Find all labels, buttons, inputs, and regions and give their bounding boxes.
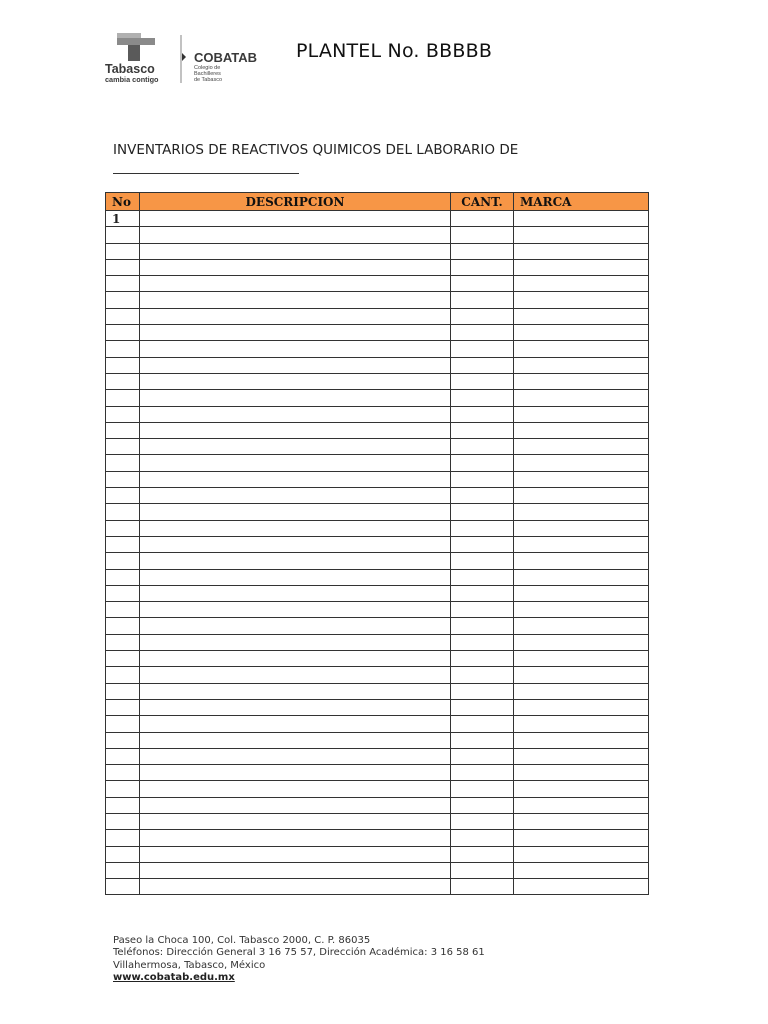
- cell-cant: [451, 765, 514, 781]
- table-row: [106, 862, 649, 878]
- inventory-table-body: [106, 211, 649, 895]
- cell-cant: [451, 602, 514, 618]
- logo-org-line3: de Tabasco: [194, 77, 223, 83]
- cell-descripcion: [140, 683, 451, 699]
- table-row: [106, 520, 649, 536]
- table-row: [106, 879, 649, 895]
- cell-descripcion: [140, 276, 451, 292]
- cell-marca: [514, 227, 649, 243]
- cell-marca: [514, 716, 649, 732]
- cell-descripcion: [140, 390, 451, 406]
- cell-cant: [451, 455, 514, 471]
- cell-cant: [451, 846, 514, 862]
- table-row: [106, 781, 649, 797]
- cell-descripcion: [140, 422, 451, 438]
- cobatab-logo: [104, 33, 274, 85]
- table-header-row: [106, 193, 649, 211]
- cell-descripcion: [140, 651, 451, 667]
- table-row: [106, 373, 649, 389]
- cell-no: [106, 813, 140, 829]
- table-row: [106, 325, 649, 341]
- cell-descripcion: [140, 879, 451, 895]
- cell-no: [106, 716, 140, 732]
- cell-cant: [451, 406, 514, 422]
- table-row: [106, 406, 649, 422]
- table-row: [106, 716, 649, 732]
- column-header-no: No: [106, 193, 140, 211]
- cell-no: [106, 276, 140, 292]
- table-row: [106, 390, 649, 406]
- cell-marca: [514, 862, 649, 878]
- cell-marca: [514, 879, 649, 895]
- logo-org-line2: Bachilleres: [194, 71, 221, 77]
- cell-descripcion: [140, 830, 451, 846]
- table-row: [106, 422, 649, 438]
- cell-no: [106, 634, 140, 650]
- cell-no: [106, 390, 140, 406]
- cell-descripcion: [140, 373, 451, 389]
- cell-cant: [451, 520, 514, 536]
- cell-marca: [514, 308, 649, 324]
- table-row: [106, 830, 649, 846]
- cell-cant: [451, 259, 514, 275]
- cell-marca: [514, 455, 649, 471]
- table-row: [106, 504, 649, 520]
- cell-no: [106, 569, 140, 585]
- cell-marca: [514, 211, 649, 227]
- inventory-table: [105, 192, 649, 895]
- cell-no: [106, 455, 140, 471]
- cell-cant: [451, 879, 514, 895]
- cell-marca: [514, 373, 649, 389]
- document-heading: INVENTARIOS DE REACTIVOS QUIMICOS DEL LABORARIO DE: [113, 142, 519, 158]
- table-row: [106, 243, 649, 259]
- cell-descripcion: [140, 406, 451, 422]
- table-row: [106, 455, 649, 471]
- cell-cant: [451, 667, 514, 683]
- table-row: [106, 341, 649, 357]
- table-row: [106, 488, 649, 504]
- cell-marca: [514, 276, 649, 292]
- cell-marca: [514, 325, 649, 341]
- cell-cant: [451, 211, 514, 227]
- table-row: [106, 471, 649, 487]
- cell-marca: [514, 765, 649, 781]
- cell-no: [106, 879, 140, 895]
- cell-no: [106, 830, 140, 846]
- cell-marca: [514, 748, 649, 764]
- cell-descripcion: [140, 325, 451, 341]
- cell-cant: [451, 471, 514, 487]
- laboratory-blank-line: [113, 173, 299, 174]
- cell-no: [106, 520, 140, 536]
- cell-descripcion: [140, 618, 451, 634]
- cell-descripcion: [140, 862, 451, 878]
- cell-no: [106, 341, 140, 357]
- table-row: [106, 683, 649, 699]
- column-header-cant: CANT.: [451, 193, 514, 211]
- table-row: [106, 259, 649, 275]
- cell-marca: [514, 243, 649, 259]
- cell-cant: [451, 651, 514, 667]
- cell-marca: [514, 830, 649, 846]
- table-row: [106, 634, 649, 650]
- table-row: [106, 651, 649, 667]
- cell-cant: [451, 683, 514, 699]
- column-header-descripcion: DESCRIPCION: [140, 193, 451, 211]
- cell-marca: [514, 813, 649, 829]
- footer-address: Paseo la Choca 100, Col. Tabasco 2000, C. P. 86035: [113, 935, 371, 946]
- cell-marca: [514, 471, 649, 487]
- cell-marca: [514, 634, 649, 650]
- cell-no: [106, 683, 140, 699]
- cell-no: [106, 797, 140, 813]
- cell-cant: [451, 422, 514, 438]
- logo-org-name: COBATAB: [194, 50, 258, 65]
- cell-no: [106, 667, 140, 683]
- cell-descripcion: [140, 699, 451, 715]
- cell-marca: [514, 357, 649, 373]
- cell-marca: [514, 699, 649, 715]
- cell-marca: [514, 439, 649, 455]
- cell-no: [106, 553, 140, 569]
- cell-no: [106, 373, 140, 389]
- cell-cant: [451, 748, 514, 764]
- cell-no: [106, 862, 140, 878]
- cell-no: [106, 488, 140, 504]
- cell-no: [106, 439, 140, 455]
- table-row: [106, 357, 649, 373]
- cell-descripcion: [140, 504, 451, 520]
- cell-descripcion: [140, 259, 451, 275]
- cell-cant: [451, 699, 514, 715]
- table-row: [106, 439, 649, 455]
- cell-marca: [514, 569, 649, 585]
- table-row: [106, 748, 649, 764]
- cell-no: [106, 618, 140, 634]
- cell-no: [106, 471, 140, 487]
- footer: [113, 935, 485, 984]
- cell-no: [106, 308, 140, 324]
- table-row: [106, 813, 649, 829]
- cell-cant: [451, 813, 514, 829]
- cell-marca: [514, 504, 649, 520]
- table-row: [106, 602, 649, 618]
- cell-descripcion: [140, 797, 451, 813]
- cell-descripcion: [140, 341, 451, 357]
- table-row: [106, 699, 649, 715]
- cell-cant: [451, 308, 514, 324]
- cell-marca: [514, 651, 649, 667]
- cell-no: [106, 765, 140, 781]
- logo-state-slogan: cambia contigo: [105, 75, 159, 84]
- cell-marca: [514, 553, 649, 569]
- logo-state-name: Tabasco: [105, 62, 155, 76]
- cell-cant: [451, 341, 514, 357]
- cell-no: [106, 227, 140, 243]
- cell-descripcion: [140, 585, 451, 601]
- cell-descripcion: [140, 748, 451, 764]
- cell-cant: [451, 830, 514, 846]
- cell-no: [106, 422, 140, 438]
- cell-no: [106, 732, 140, 748]
- column-header-marca: MARCA: [514, 193, 649, 211]
- cell-marca: [514, 520, 649, 536]
- cell-cant: [451, 634, 514, 650]
- table-row: [106, 618, 649, 634]
- cell-descripcion: [140, 227, 451, 243]
- tabasco-t-icon: [117, 33, 155, 61]
- cell-marca: [514, 618, 649, 634]
- cell-descripcion: [140, 634, 451, 650]
- cell-descripcion: [140, 846, 451, 862]
- cell-no: [106, 406, 140, 422]
- cell-descripcion: [140, 667, 451, 683]
- cell-no: [106, 536, 140, 552]
- cell-cant: [451, 553, 514, 569]
- cell-no: [106, 699, 140, 715]
- cell-no: [106, 651, 140, 667]
- cell-descripcion: [140, 716, 451, 732]
- cell-descripcion: [140, 781, 451, 797]
- footer-website-link[interactable]: www.cobatab.edu.mx: [113, 971, 235, 983]
- cell-cant: [451, 390, 514, 406]
- cell-marca: [514, 536, 649, 552]
- table-row: [106, 765, 649, 781]
- plantel-number: PLANTEL No. BBBBB: [296, 40, 493, 62]
- cell-descripcion: [140, 308, 451, 324]
- cell-no: [106, 748, 140, 764]
- table-row: [106, 276, 649, 292]
- cell-marca: [514, 667, 649, 683]
- cell-descripcion: [140, 553, 451, 569]
- cell-cant: [451, 504, 514, 520]
- cell-descripcion: [140, 211, 451, 227]
- cell-cant: [451, 797, 514, 813]
- cell-cant: [451, 276, 514, 292]
- table-row: [106, 732, 649, 748]
- table-row: [106, 667, 649, 683]
- cell-marca: [514, 602, 649, 618]
- cell-cant: [451, 488, 514, 504]
- table-row: [106, 585, 649, 601]
- cell-descripcion: [140, 813, 451, 829]
- cell-marca: [514, 488, 649, 504]
- cell-no: [106, 846, 140, 862]
- cell-no: [106, 602, 140, 618]
- cell-cant: [451, 781, 514, 797]
- table-row: [106, 536, 649, 552]
- cell-marca: [514, 732, 649, 748]
- cell-descripcion: [140, 569, 451, 585]
- cell-no: [106, 357, 140, 373]
- table-row: [106, 846, 649, 862]
- cell-cant: [451, 243, 514, 259]
- logo-arrow-icon: [182, 53, 186, 61]
- cell-marca: [514, 422, 649, 438]
- cell-cant: [451, 439, 514, 455]
- cell-no: [106, 243, 140, 259]
- table-row: [106, 797, 649, 813]
- cell-descripcion: [140, 765, 451, 781]
- table-row: [106, 569, 649, 585]
- cell-cant: [451, 569, 514, 585]
- table-row: [106, 211, 649, 227]
- cell-cant: [451, 536, 514, 552]
- table-row: [106, 308, 649, 324]
- cell-cant: [451, 325, 514, 341]
- cell-marca: [514, 846, 649, 862]
- cell-descripcion: [140, 357, 451, 373]
- cell-no: [106, 504, 140, 520]
- cell-marca: [514, 292, 649, 308]
- cell-no: [106, 259, 140, 275]
- cell-cant: [451, 862, 514, 878]
- footer-phones: Teléfonos: Dirección General 3 16 75 57, Dirección Académica: 3 16 58 61: [113, 947, 485, 959]
- cell-cant: [451, 373, 514, 389]
- cell-cant: [451, 227, 514, 243]
- table-row: [106, 553, 649, 569]
- cell-descripcion: [140, 292, 451, 308]
- cell-marca: [514, 781, 649, 797]
- cell-descripcion: [140, 243, 451, 259]
- cell-cant: [451, 716, 514, 732]
- cell-no: [106, 781, 140, 797]
- cell-marca: [514, 341, 649, 357]
- cell-no: [106, 292, 140, 308]
- footer-city: Villahermosa, Tabasco, México: [113, 959, 266, 971]
- cell-descripcion: [140, 488, 451, 504]
- cell-cant: [451, 292, 514, 308]
- cell-cant: [451, 585, 514, 601]
- cell-descripcion: [140, 439, 451, 455]
- cell-no: 1: [106, 211, 140, 227]
- cell-descripcion: [140, 602, 451, 618]
- cell-marca: [514, 259, 649, 275]
- cell-marca: [514, 683, 649, 699]
- cell-descripcion: [140, 520, 451, 536]
- logo-org-line1: Colegio de: [194, 65, 221, 71]
- cell-descripcion: [140, 455, 451, 471]
- cell-cant: [451, 732, 514, 748]
- table-row: [106, 292, 649, 308]
- cell-no: [106, 585, 140, 601]
- cell-descripcion: [140, 536, 451, 552]
- cell-marca: [514, 797, 649, 813]
- cell-descripcion: [140, 732, 451, 748]
- cell-marca: [514, 406, 649, 422]
- cell-no: [106, 325, 140, 341]
- cell-descripcion: [140, 471, 451, 487]
- cell-cant: [451, 357, 514, 373]
- cell-marca: [514, 390, 649, 406]
- cell-cant: [451, 618, 514, 634]
- table-row: [106, 227, 649, 243]
- cell-marca: [514, 585, 649, 601]
